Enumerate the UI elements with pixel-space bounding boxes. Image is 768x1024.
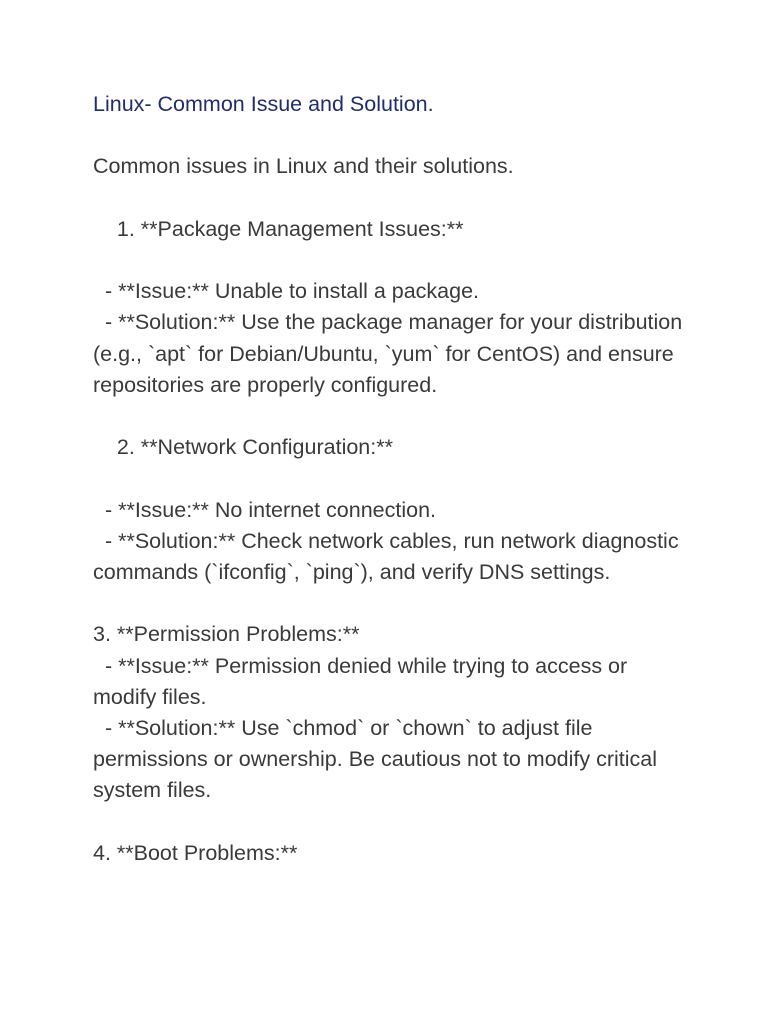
spacer	[93, 245, 683, 276]
document-title: Linux- Common Issue and Solution.	[93, 92, 434, 116]
section-3-solution: - **Solution:** Use `chmod` or `chown` to adjust file permissions or ownership. Be cautious not to modify critical system files.	[93, 715, 664, 803]
section-2-solution: - **Solution:** Check network cables, run network diagnostic commands (`ifconfig`, `ping`), and verify DNS settings.	[93, 528, 685, 584]
section-2-heading: 2. **Network Configuration:**	[93, 435, 393, 460]
intro-paragraph: Common issues in Linux and their solutions.	[93, 154, 514, 179]
section-3-heading: 3. **Permission Problems:**	[93, 622, 360, 647]
document-body	[93, 89, 689, 869]
section-2-issue: - **Issue:** No internet connection.	[93, 497, 436, 522]
section-3-issue: - **Issue:** Permission denied while trying to access or modify files.	[93, 653, 634, 709]
section-1-issue: - **Issue:** Unable to install a package.	[93, 279, 480, 304]
section-1-heading: 1. **Package Management Issues:**	[93, 216, 464, 241]
spacer	[93, 463, 683, 494]
spacer	[93, 120, 683, 151]
spacer	[93, 807, 683, 838]
spacer	[93, 183, 683, 214]
spacer	[93, 588, 683, 619]
spacer	[93, 401, 683, 432]
section-1-solution: - **Solution:** Use the package manager for your distribution (e.g., `apt` for Debian/Ubuntu, `yum` for CentOS) and ensure repositories are properly configured.	[93, 310, 689, 397]
section-4-heading: 4. **Boot Problems:**	[93, 840, 298, 865]
